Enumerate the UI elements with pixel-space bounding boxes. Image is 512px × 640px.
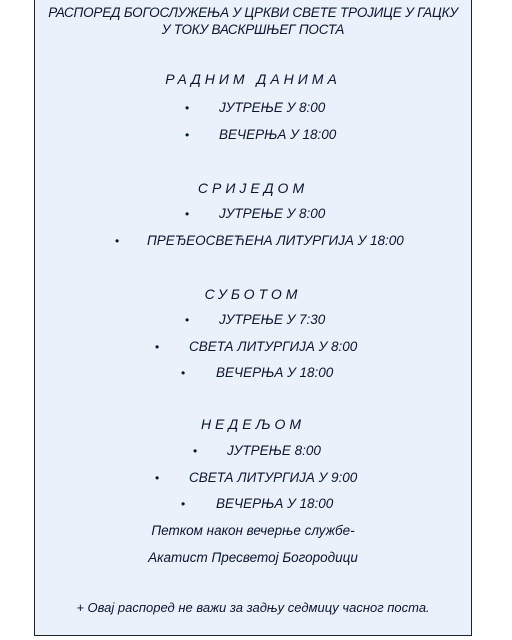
section-title-saturday: СУБОТОМ — [204, 286, 302, 302]
weekdays-item-2: ВЕЧЕРЊА У 18:00 — [219, 127, 337, 142]
saturday-item-3: ВЕЧЕРЊА У 18:00 — [216, 365, 334, 380]
friday-note-line-2: Акатист Пресветој Богородици — [148, 550, 358, 565]
section-title-wednesday: СРИЈЕДОМ — [197, 180, 309, 196]
sunday-item-3: ВЕЧЕРЊА У 18:00 — [216, 496, 334, 511]
wednesday-item-1: ЈУТРЕЊЕ У 8:00 — [219, 206, 326, 221]
bullet-icon: • — [193, 444, 198, 458]
wednesday-item-2: ПРЕЂЕОСВЕЋЕНА ЛИТУРГИЈА У 18:00 — [147, 233, 404, 248]
schedule-card — [34, 0, 472, 636]
sunday-item-1: ЈУТРЕЊЕ 8:00 — [227, 443, 321, 458]
bullet-icon: • — [185, 128, 190, 142]
section-title-weekdays: РАДНИМ ДАНИМА — [165, 71, 341, 87]
saturday-item-1: ЈУТРЕЊЕ У 7:30 — [219, 312, 326, 327]
weekdays-item-1: ЈУТРЕЊЕ У 8:00 — [219, 100, 326, 115]
schedule-title-line-2: У ТОКУ ВАСКРШЊЕГ ПОСТА — [161, 22, 345, 37]
bullet-icon: • — [155, 471, 160, 485]
bullet-icon: • — [185, 313, 190, 327]
section-title-sunday: НЕДЕЉОМ — [200, 416, 306, 432]
bullet-icon: • — [155, 340, 160, 354]
bullet-icon: • — [181, 366, 186, 380]
bullet-icon: • — [115, 234, 120, 248]
sunday-item-2: СВЕТА ЛИТУРГИЈА У 9:00 — [189, 470, 358, 485]
saturday-item-2: СВЕТА ЛИТУРГИЈА У 8:00 — [189, 339, 358, 354]
schedule-title-line-1: РАСПОРЕД БОГОСЛУЖЕЊА У ЦРКВИ СВЕТЕ ТРОЈИЦЕ У ГАЦКУ — [48, 5, 458, 20]
bullet-icon: • — [185, 101, 190, 115]
bullet-icon: • — [185, 207, 190, 221]
bullet-icon: • — [181, 497, 186, 511]
footnote: + Овај распоред не важи за задњу седмицу часног поста. — [76, 600, 430, 615]
friday-note-line-1: Петком након вечерње службе- — [151, 523, 355, 538]
